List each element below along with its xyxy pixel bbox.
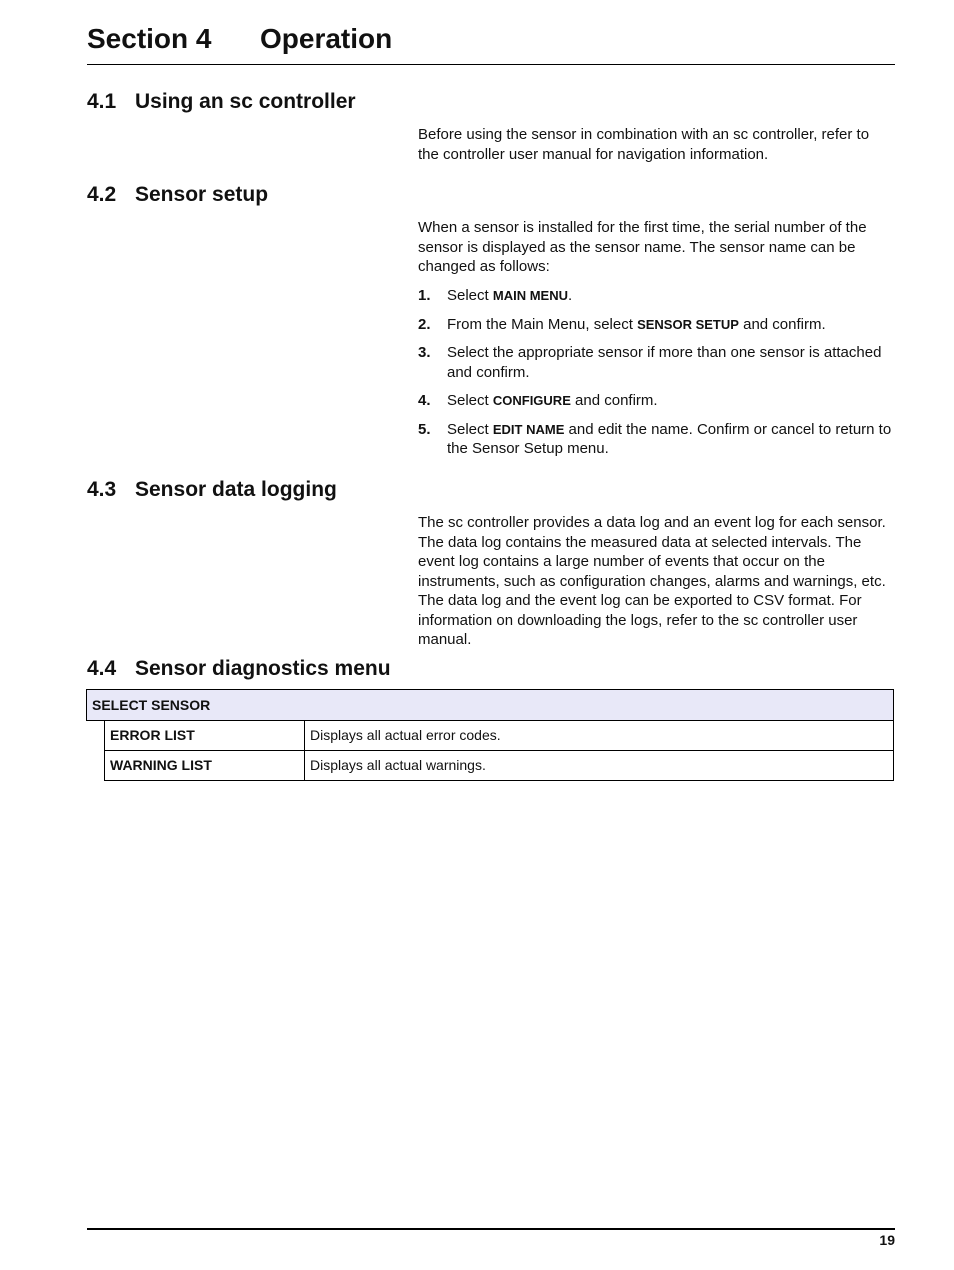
heading-title: Sensor diagnostics menu [135,657,391,680]
step-text: From the Main Menu, select [447,315,638,333]
menu-keyword: MAIN MENU [492,288,568,303]
table-row [104,721,894,751]
heading-title: Sensor setup [135,183,269,206]
menu-item-description: Displays all actual warnings. [310,757,486,773]
list-item [418,286,894,306]
step-number: 1. [418,287,431,304]
list-item [418,420,894,459]
heading-4-1 [87,89,356,115]
heading-title: Sensor data logging [135,478,337,501]
list-item [418,315,894,335]
menu-header-select-sensor: SELECT SENSOR [86,689,894,721]
page-header [87,18,895,65]
heading-number: 4.1 [87,90,117,113]
list-item [418,343,894,382]
heading-title: Using an sc controller [135,90,356,113]
paragraph-4-1: Before using the sensor in combination with an sc controller, refer to the controller user manual for navigation information. [418,126,870,163]
heading-4-3 [87,477,337,503]
step-text: Select [447,287,493,304]
step-text: Select [447,392,493,409]
section-number: Section 4 [87,23,212,54]
menu-item-description: Displays all actual error codes. [310,727,501,743]
menu-keyword: EDIT NAME [492,421,565,437]
paragraph-4-3: The sc controller provides a data log and an event log for each sensor. The data log contains the measured data at selected intervals. The event log contains a large number of events that occur on the instruments, such as configuration changes, alarms and warnings, etc. The data log and the event log can be exported to CSV format. For information on downloading the logs, refer to the sc controller user manual. [418,514,886,648]
step-text: Select [447,420,493,438]
step-text-after: . [567,287,573,304]
step-text-after: and confirm. [570,392,658,409]
section-title: Operation [260,23,393,54]
menu-item-name: WARNING LIST [105,751,305,780]
heading-4-2 [87,182,268,208]
step-number: 3. [418,344,431,361]
step-number: 5. [418,420,431,438]
setup-steps-list [418,286,894,468]
heading-number: 4.2 [87,183,117,206]
diagnostics-menu-table [86,689,894,781]
paragraph-4-2: When a sensor is installed for the first time, the serial number of the sensor is displayed as the sensor name. The sensor name can be changed as follows: [418,219,867,275]
list-item [418,391,894,411]
step-text: Select the appropriate sensor if more than one sensor is attached and confirm. [447,344,882,381]
heading-number: 4.4 [87,657,117,680]
step-text-after: and confirm. [738,315,826,333]
step-number: 4. [418,392,431,409]
heading-number: 4.3 [87,478,117,501]
heading-4-4 [87,656,391,682]
table-row [104,751,894,781]
menu-keyword: SENSOR SETUP [637,316,739,332]
menu-keyword: CONFIGURE [492,393,571,408]
footer-rule [87,1228,895,1230]
step-text-after: and edit the name. Confirm or cancel to return to the Sensor Setup menu. [447,420,892,457]
page-number: 19 [879,1232,895,1248]
step-number: 2. [418,315,431,333]
menu-item-name: ERROR LIST [105,721,305,750]
